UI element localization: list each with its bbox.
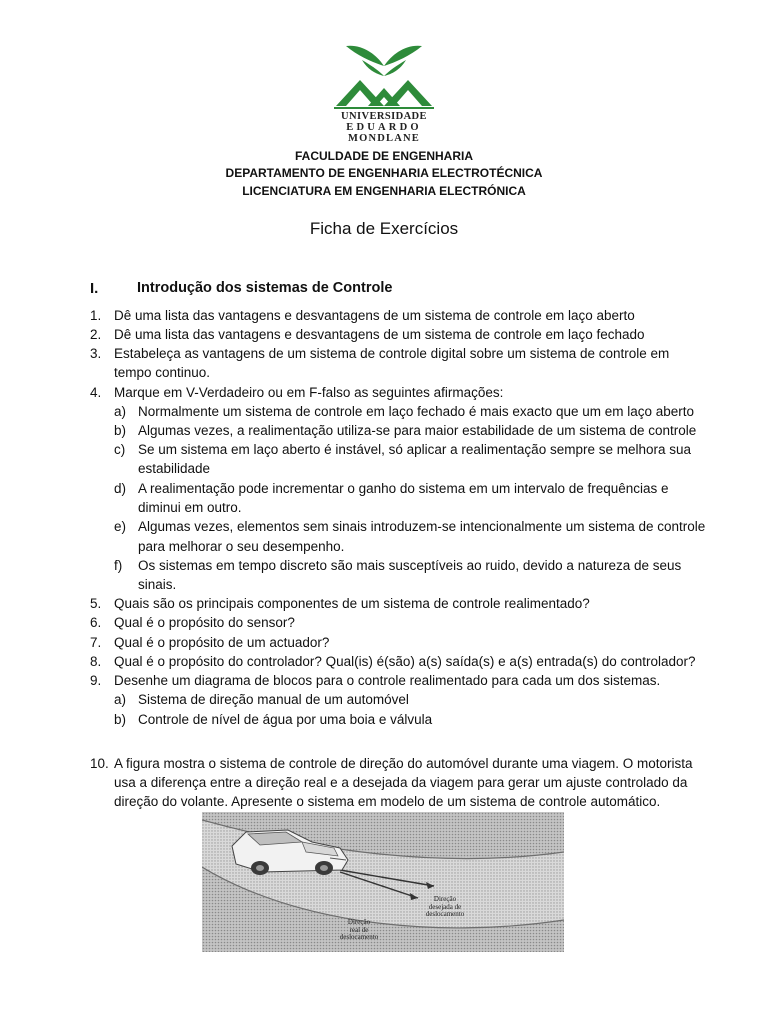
section-title: Introdução dos sistemas de Controle — [137, 280, 393, 296]
subitem-text: Normalmente um sistema de controle em laço fechado é mais exacto que um em laço aberto — [138, 404, 695, 419]
question-number: 5. — [90, 596, 102, 611]
subitem-label: b) — [114, 712, 127, 727]
label-line: desejada de — [428, 902, 462, 911]
question-text: Qual é o propósito de um actuador? — [114, 635, 330, 650]
question-text: tempo continuo. — [114, 365, 211, 380]
subitem-text: Controle de nível de água por uma boia e válvula — [138, 712, 433, 727]
subitem-label: d) — [114, 481, 127, 496]
subitem-text: para melhorar o seu desempenho. — [138, 539, 345, 554]
logo-text-line1: UNIVERSIDADE — [341, 111, 427, 122]
question-number: 6. — [90, 615, 102, 630]
question-text: Quais são os principais componentes de um sistema de controle realimentado? — [114, 596, 590, 611]
subitem-text: A realimentação pode incrementar o ganho do sistema em um intervalo de frequências e — [138, 481, 669, 496]
subitem-label: e) — [114, 519, 127, 534]
university-logo — [332, 40, 436, 146]
question-number: 7. — [90, 635, 102, 650]
question-text: Dê uma lista das vantagens e desvantagens de um sistema de controle em laço fechado — [114, 327, 645, 342]
question-number: 3. — [90, 346, 102, 361]
label-actual-direction — [334, 919, 384, 942]
subitem-text: Sistema de direção manual de um automóvel — [138, 692, 409, 707]
subitem-label: c) — [114, 442, 126, 457]
label-line: deslocamento — [339, 933, 379, 941]
subitem-text: Os sistemas em tempo discreto são mais susceptíveis ao ruido, devido a natureza de seus — [138, 558, 682, 573]
subitem-text: sinais. — [138, 577, 177, 592]
subitem-label: f) — [114, 558, 123, 573]
faculty-heading: FACULDADE DE ENGENHARIA — [294, 149, 473, 163]
logo-emblem-icon — [332, 40, 436, 110]
subitem-text: Algumas vezes, a realimentação utiliza-se para maior estabilidade de um sistema de controle — [138, 423, 697, 438]
subitem-label: a) — [114, 404, 127, 419]
question-text: Marque em V-Verdadeiro ou em F-falso as seguintes afirmações: — [114, 385, 504, 400]
subitem-label: a) — [114, 692, 127, 707]
question-number: 8. — [90, 654, 102, 669]
logo-text-line3: MONDLANE — [347, 133, 420, 144]
subitem-text: estabilidade — [138, 461, 211, 476]
document-title: Ficha de Exercícios — [309, 219, 459, 238]
question-text: Estabeleça as vantagens de um sistema de controle digital sobre um sistema de controle em — [114, 346, 670, 361]
question-text: direção do volante. Apresente o sistema em modelo de um sistema de controle automático. — [114, 794, 661, 809]
question-text: Desenhe um diagrama de blocos para o controle realimentado para cada um dos sistemas. — [114, 673, 661, 688]
question-number: 9. — [90, 673, 102, 688]
subitem-text: diminui em outro. — [138, 500, 242, 515]
label-line: deslocamento — [425, 910, 465, 918]
question-number: 2. — [90, 327, 102, 342]
question-number: 4. — [90, 385, 102, 400]
degree-heading: LICENCIATURA EM ENGENHARIA ELECTRÓNICA — [242, 184, 526, 198]
label-line: Direção — [433, 895, 457, 903]
label-desired-direction — [420, 896, 470, 919]
subitem-label: b) — [114, 423, 127, 438]
question-text: usa a diferença entre a direção real e a desejada da viagem para gerar um ajuste controlado da — [114, 775, 688, 790]
label-line: Direção — [347, 918, 371, 926]
question-text: Dê uma lista das vantagens e desvantagens de um sistema de controle em laço aberto — [114, 308, 635, 323]
section-number: I. — [90, 280, 99, 297]
subitem-text: Algumas vezes, elementos sem sinais introduzem-se intencionalmente um sistema de controle — [138, 519, 706, 534]
department-heading: DEPARTAMENTO DE ENGENHARIA ELECTROTÉCNICA — [225, 166, 543, 180]
question-text: A figura mostra o sistema de controle de direção do automóvel durante uma viagem. O motorista — [114, 756, 693, 771]
question-number: 1. — [90, 308, 102, 323]
question-text: Qual é o propósito do sensor? — [114, 615, 295, 630]
subitem-text: Se um sistema em laço aberto é instável, só aplicar a realimentação sempre se melhora sua — [138, 442, 692, 457]
car-steering-figure — [202, 812, 564, 952]
question-number: 10. — [90, 756, 109, 771]
logo-text-line2: EDUARDO — [346, 122, 422, 133]
label-line: real de — [349, 925, 369, 934]
question-text: Qual é o propósito do controlador? Qual(is) é(são) a(s) saída(s) e a(s) entrada(s) do controlador? — [114, 654, 696, 669]
